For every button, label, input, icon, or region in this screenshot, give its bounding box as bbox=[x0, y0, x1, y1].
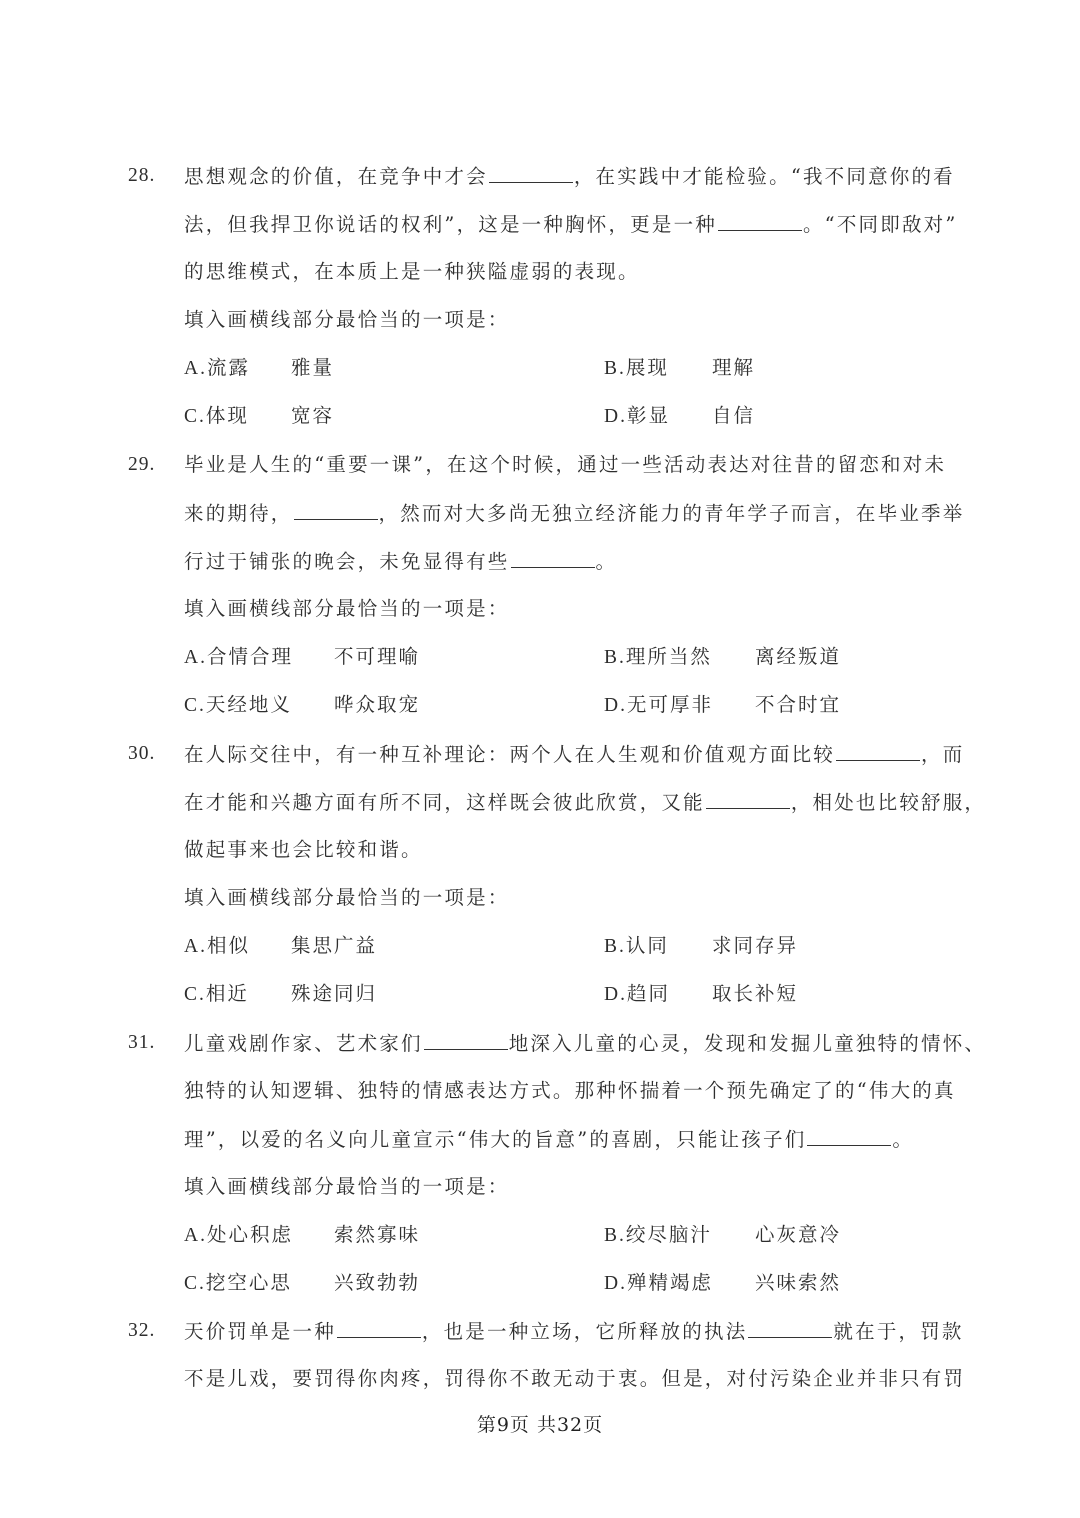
question-prompt: 填入画横线部分最恰当的一项是： bbox=[184, 308, 510, 331]
option-c: C.相近 bbox=[184, 982, 249, 1005]
question-text-line: 不是儿戏，要罚得你肉疼，罚得你不敢无动于衷。但是，对付污染企业并非只有罚 bbox=[184, 1367, 966, 1390]
question-number: 29. bbox=[128, 454, 156, 475]
answer-blank bbox=[511, 547, 595, 568]
question-number: 31. bbox=[128, 1032, 156, 1053]
option-d-second-word: 兴味索然 bbox=[755, 1271, 842, 1294]
question-prompt: 填入画横线部分最恰当的一项是： bbox=[184, 597, 510, 620]
option-c: C.天经地义 bbox=[184, 693, 292, 716]
question-text-line: 在人际交往中，有一种互补理论：两个人在人生观和价值观方面比较 ，而 bbox=[184, 740, 964, 769]
answer-blank bbox=[294, 499, 378, 520]
option-a: A.处心积虑 bbox=[184, 1223, 293, 1246]
answer-blank bbox=[489, 162, 573, 183]
option-a-second-word: 雅量 bbox=[291, 356, 335, 379]
answer-blank bbox=[424, 1029, 508, 1050]
question-number: 32. bbox=[128, 1320, 156, 1341]
page-footer: 第9页 共32页 bbox=[476, 1414, 604, 1436]
option-b: B.认同 bbox=[604, 934, 669, 957]
question-text-line: 法，但我捍卫你说话的权利”，这是一种胸怀，更是一种 。“不同即敌对” bbox=[184, 210, 958, 239]
question-text-line: 独特的认知逻辑、独特的情感表达方式。那种怀揣着一个预先确定了的“伟大的真 bbox=[184, 1079, 956, 1102]
question-number: 28. bbox=[128, 165, 156, 186]
option-a-second-word: 索然寡味 bbox=[334, 1223, 421, 1246]
option-b-second-word: 离经叛道 bbox=[755, 645, 842, 668]
option-d-second-word: 自信 bbox=[712, 404, 756, 427]
option-c: C.挖空心思 bbox=[184, 1271, 292, 1294]
answer-blank bbox=[718, 210, 802, 231]
option-b-second-word: 心灰意冷 bbox=[755, 1223, 842, 1246]
question-text-line: 儿童戏剧作家、艺术家们 地深入儿童的心灵，发现和发掘儿童独特的情怀、 bbox=[184, 1029, 986, 1058]
question-text-line: 行过于铺张的晚会，未免显得有些 。 bbox=[184, 547, 617, 576]
question-text-line: 思想观念的价值，在竞争中才会 ，在实践中才能检验。“我不同意你的看 bbox=[184, 162, 955, 191]
option-d-second-word: 取长补短 bbox=[712, 982, 799, 1005]
option-d: D.趋同 bbox=[604, 982, 670, 1005]
option-d: D.殚精竭虑 bbox=[604, 1271, 713, 1294]
option-b: B.展现 bbox=[604, 356, 669, 379]
question-prompt: 填入画横线部分最恰当的一项是： bbox=[184, 1175, 510, 1198]
question-text-line: 毕业是人生的“重要一课”，在这个时候，通过一些活动表达对往昔的留恋和对未 bbox=[184, 453, 947, 476]
option-c-second-word: 殊途同归 bbox=[291, 982, 378, 1005]
question-text-line: 来的期待， ，然而对大多尚无独立经济能力的青年学子而言，在毕业季举 bbox=[184, 499, 964, 528]
option-a-second-word: 集思广益 bbox=[291, 934, 378, 957]
answer-blank bbox=[706, 788, 790, 809]
option-c-second-word: 兴致勃勃 bbox=[334, 1271, 421, 1294]
answer-blank bbox=[337, 1317, 421, 1338]
option-c: C.体现 bbox=[184, 404, 249, 427]
option-c-second-word: 哗众取宠 bbox=[334, 693, 421, 716]
option-d: D.彰显 bbox=[604, 404, 670, 427]
option-a: A.流露 bbox=[184, 356, 250, 379]
option-d: D.无可厚非 bbox=[604, 693, 713, 716]
option-b: B.绞尽脑汁 bbox=[604, 1223, 712, 1246]
option-b-second-word: 理解 bbox=[712, 356, 756, 379]
question-text-line: 理”，以爱的名义向儿童宣示“伟大的旨意”的喜剧，只能让孩子们 。 bbox=[184, 1125, 914, 1154]
option-c-second-word: 宽容 bbox=[291, 404, 335, 427]
option-d-second-word: 不合时宜 bbox=[755, 693, 842, 716]
question-number: 30. bbox=[128, 743, 156, 764]
answer-blank bbox=[748, 1317, 832, 1338]
option-a: A.合情合理 bbox=[184, 645, 293, 668]
question-text-line: 天价罚单是一种 ，也是一种立场，它所释放的执法 就在于，罚款 bbox=[184, 1317, 964, 1346]
option-b: B.理所当然 bbox=[604, 645, 712, 668]
answer-blank bbox=[836, 740, 920, 761]
question-text-line: 在才能和兴趣方面有所不同，这样既会彼此欣赏，又能 ，相处也比较舒服， bbox=[184, 788, 986, 817]
option-b-second-word: 求同存异 bbox=[712, 934, 799, 957]
question-text-line: 做起事来也会比较和谐。 bbox=[184, 838, 423, 861]
option-a-second-word: 不可理喻 bbox=[334, 645, 421, 668]
question-prompt: 填入画横线部分最恰当的一项是： bbox=[184, 886, 510, 909]
option-a: A.相似 bbox=[184, 934, 250, 957]
question-text-line: 的思维模式，在本质上是一种狭隘虚弱的表现。 bbox=[184, 260, 640, 283]
answer-blank bbox=[807, 1125, 891, 1146]
